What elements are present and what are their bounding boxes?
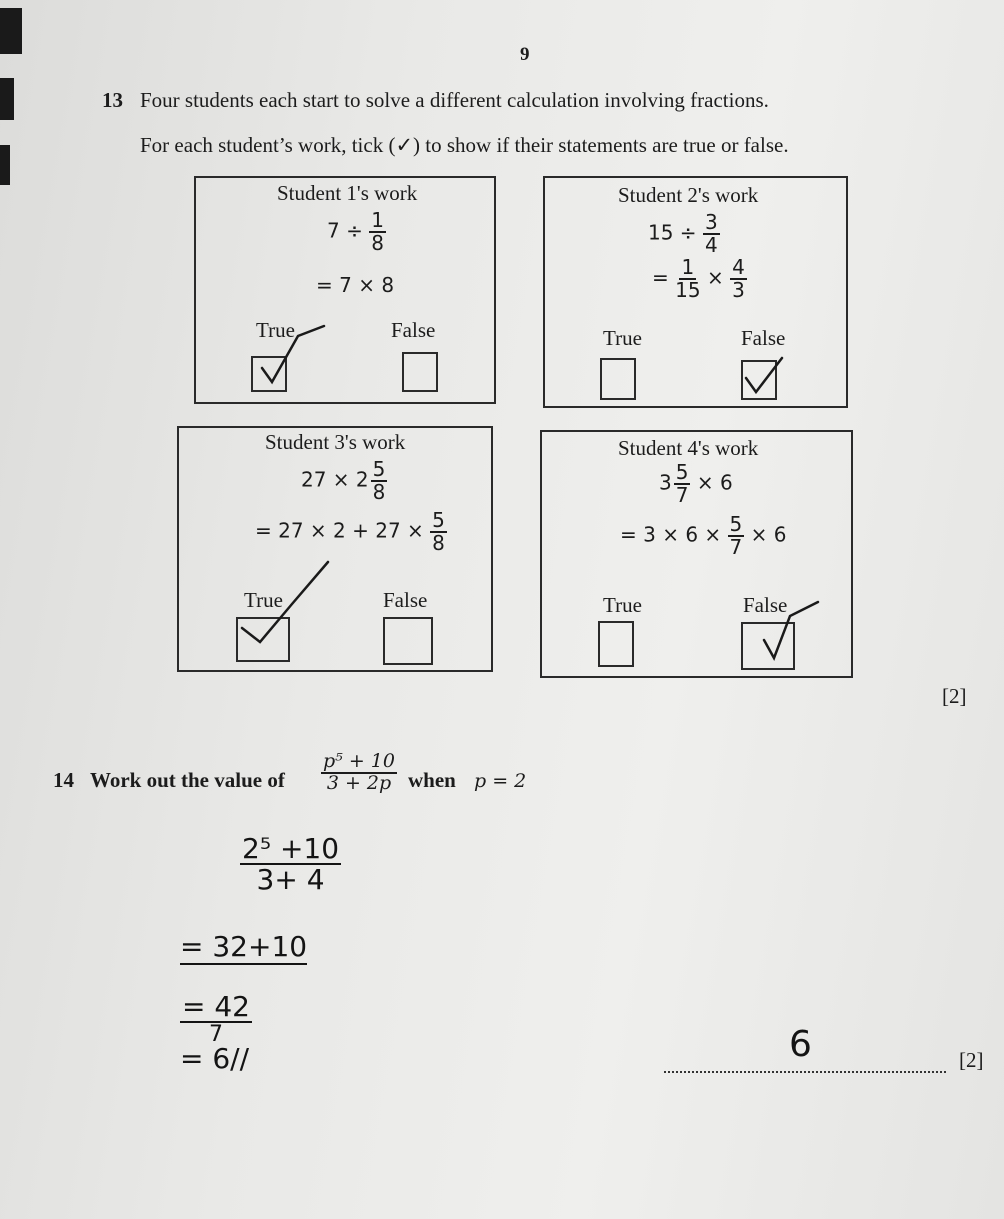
student-3-line2: = 27 × 2 + 27 × $\frac{5}{8}$ [255,508,445,555]
question-13-text: Four students each start to solve a different calculation involving fractions. [140,88,769,112]
answer-value[interactable]: 6 [789,1024,812,1065]
working-line-2: = 32+10 [180,930,308,963]
student-4-true-checkbox[interactable] [598,621,634,667]
student-2-line1: 15 ÷ $\frac{3}{4}$ [648,210,718,257]
binder-mark [0,145,10,185]
student-3-true-label: True [244,588,283,612]
student-3-title: Student 3's work [265,430,406,454]
working-line-1: $\frac{\text{2⁵ +10}}{3+ 4}$ [242,832,340,897]
working-line-3: $\frac{= 42}{7}$ [182,990,250,1048]
question-14-number: 14 [53,768,74,792]
working-line-4: = 6// [180,1042,250,1075]
question-13-instruction: For each student’s work, tick (✓) to show if their statements are true or false. [140,133,789,157]
student-1-true-label: True [256,318,295,342]
student-1-tick-mark [258,330,338,390]
question-13-marks: [2] [942,684,967,708]
student-4-title: Student 4's work [618,436,759,460]
answer-line [664,1071,946,1073]
student-2-true-label: True [603,326,642,350]
page-number: 9 [520,44,530,65]
question-14-marks: [2] [959,1048,984,1072]
question-14-text: Work out the value of [90,768,285,792]
student-3-tick-mark [238,566,338,646]
student-1-false-label: False [391,318,436,342]
question-14-when: when [408,768,456,792]
question-13-number: 13 [102,88,123,112]
student-1-false-checkbox[interactable] [402,352,438,392]
student-2-line2: = $\frac{1}{15}$ × $\frac{4}{3}$ [652,255,745,302]
student-4-line2: = 3 × 6 × $\frac{5}{7}$ × 6 [620,512,787,559]
student-3-line1: 27 × 2 $\frac{5}{8}$ [301,457,386,504]
student-1-line1: 7 ÷ $\frac{1}{8}$ [327,208,384,255]
student-4-false-label: False [743,593,788,617]
student-3-false-checkbox[interactable] [383,617,433,665]
student-2-false-label: False [741,326,786,350]
student-2-tick-mark [742,352,802,402]
question-14-condition: p = 2 [474,770,527,792]
binder-mark [0,8,22,54]
question-14-expression: $\frac{\text{p⁵ + 10}}{3 + 2p}$ [323,750,395,794]
student-4-line1: 3 $\frac{5}{7}$ × 6 [659,460,733,507]
student-1-title: Student 1's work [277,181,418,205]
student-4-tick-mark [760,598,850,668]
student-4-true-label: True [603,593,642,617]
student-2-title: Student 2's work [618,183,759,207]
student-1-line2: = 7 × 8 [316,273,395,297]
binder-mark [0,78,14,120]
student-3-false-label: False [383,588,428,612]
student-2-true-checkbox[interactable] [600,358,636,400]
